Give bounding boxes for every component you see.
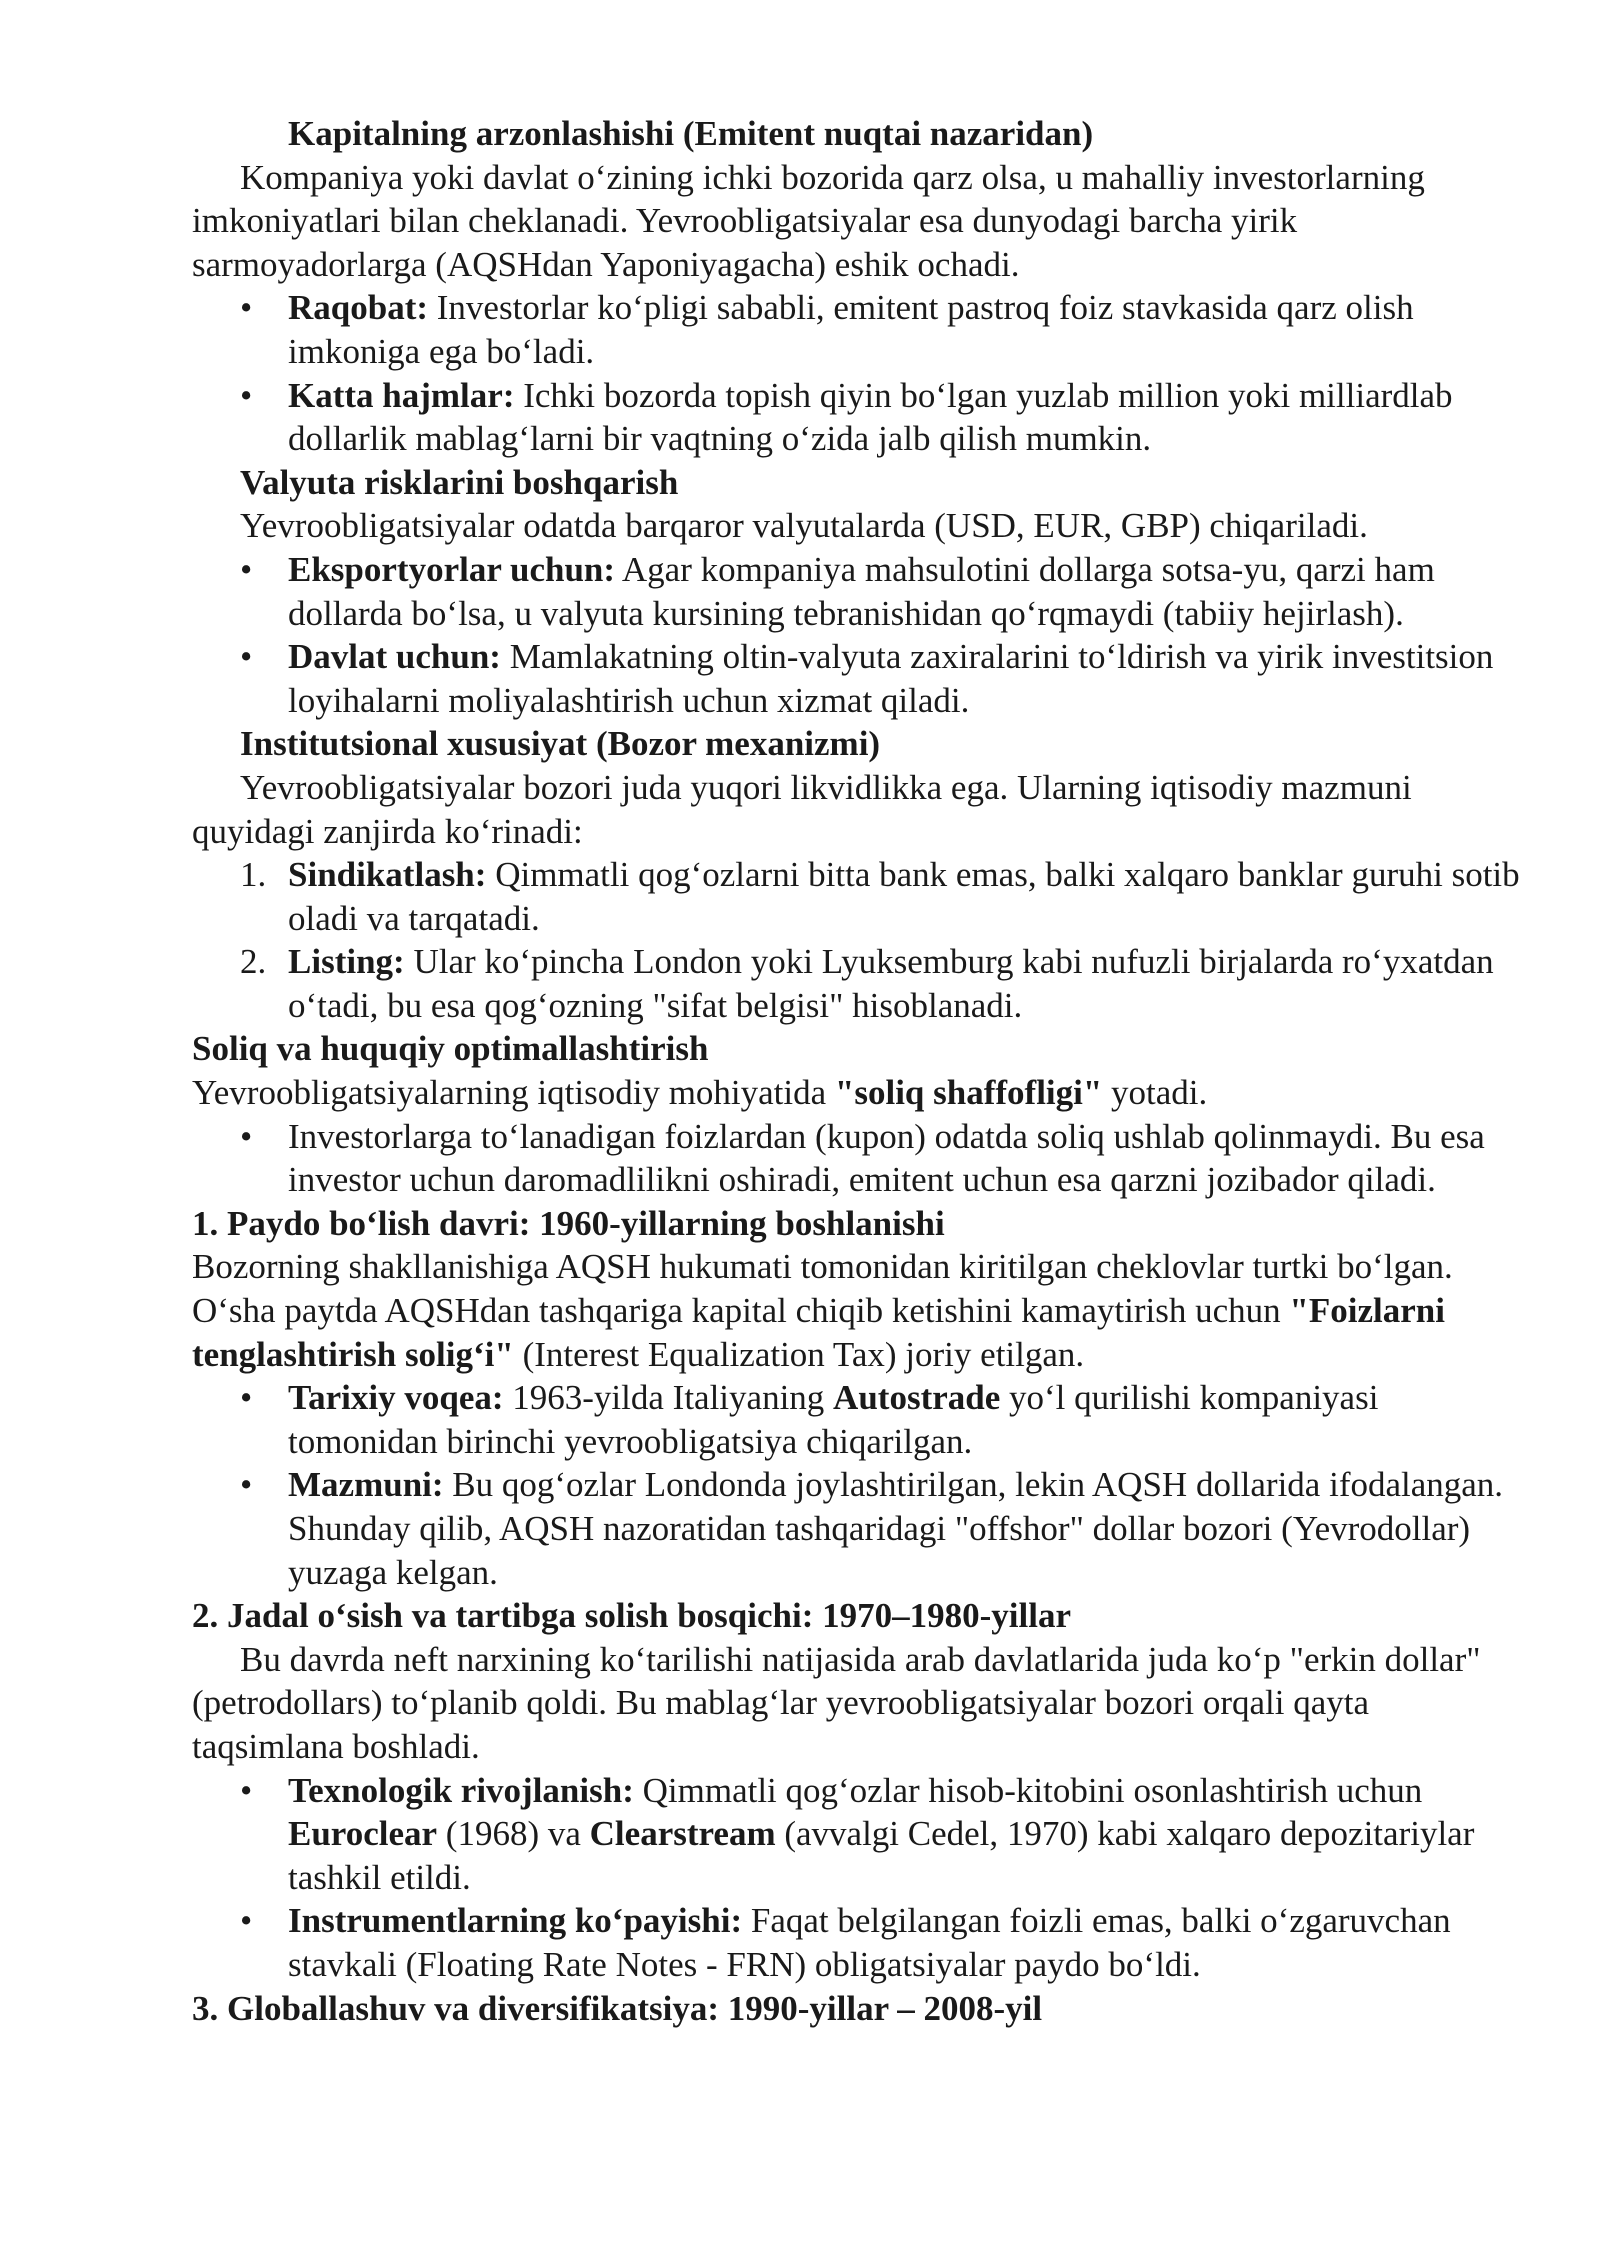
section-heading: 1. Paydo bo‘lish davri: 1960-yillarning boshlanishi bbox=[192, 1203, 945, 1243]
section-heading: 3. Globallashuv va diversifikatsiya: 1990-yillar – 2008-yil bbox=[192, 1988, 1043, 2028]
bullet-icon: • bbox=[240, 637, 253, 677]
intro-text: yotadi. bbox=[1102, 1073, 1208, 1113]
list-item bbox=[192, 548, 1522, 635]
bullet-icon: • bbox=[240, 1116, 253, 1156]
item-lead: Sindikatlash: bbox=[288, 855, 487, 895]
intro-text: Bozorning shakllanishiga AQSH hukumati tomonidan kiritilgan cheklovlar turtki bo‘lgan. O‘sha paytda AQSHdan tashqariga kapital chiqib ketishini kamaytirish uchun bbox=[192, 1247, 1453, 1331]
item-lead: Listing: bbox=[288, 942, 405, 982]
item-text: Bu qog‘ozlar Londonda joylashtirilgan, lekin AQSH dollarida ifodalangan. Shunday qilib, AQSH nazoratidan tashqaridagi "offshor" dollar bozori (Yevrodollar) yuzaga kelgan. bbox=[288, 1465, 1504, 1592]
item-text: (avvalgi Cedel, 1970) kabi xalqaro depozitariylar tashkil etildi. bbox=[288, 1814, 1475, 1897]
numbered-item bbox=[192, 853, 1522, 940]
intro-bold: "soliq shaffofligi" bbox=[834, 1073, 1103, 1113]
item-lead: Texnologik rivojlanish: bbox=[288, 1770, 634, 1810]
item-text: 1963-yilda Italiyaning bbox=[503, 1378, 834, 1418]
item-text: yo‘l qurilishi kompaniyasi tomonidan birinchi yevroobligatsiya chiqarilgan. bbox=[288, 1378, 1379, 1461]
section-heading: Institutsional xususiyat (Bozor mexanizmi) bbox=[240, 724, 881, 764]
intro-text: Yevroobligatsiyalarning iqtisodiy mohiyatida bbox=[192, 1073, 835, 1113]
item-text: (1968) va bbox=[437, 1814, 590, 1854]
item-text: Mamlakatning oltin-valyuta zaxiralarini to‘ldirish va yirik investitsion loyihalarni moliyalashtirish uchun xizmat qiladi. bbox=[288, 637, 1494, 720]
bullet-icon: • bbox=[240, 1378, 253, 1418]
item-lead: Raqobat: bbox=[288, 288, 429, 328]
item-text: Ichki bozorda topish qiyin bo‘lgan yuzlab million yoki milliardlab dollarlik mablag‘larni bir vaqtning o‘zida jalb qilish mumkin. bbox=[288, 375, 1453, 459]
item-lead: Tarixiy voqea: bbox=[288, 1378, 504, 1418]
list-item bbox=[192, 1376, 1522, 1463]
list-item bbox=[192, 286, 1522, 373]
item-number: 1. bbox=[240, 855, 267, 895]
section-intro: Yevroobligatsiyalar bozori juda yuqori likvidlikka ega. Ularning iqtisodiy mazmuni quyidagi zanjirda ko‘rinadi: bbox=[192, 767, 1412, 851]
list-item bbox=[192, 1115, 1522, 1202]
section-heading: Kapitalning arzonlashishi (Emitent nuqtai nazaridan) bbox=[288, 114, 1094, 153]
item-bold: Euroclear bbox=[288, 1814, 438, 1854]
item-text: Investorlarga to‘lanadigan foizlardan (kupon) odatda soliq ushlab qolinmaydi. Bu esa investor uchun daromadlilikni oshiradi, emitent uchun esa qarzni jozibador qiladi. bbox=[288, 1116, 1485, 1200]
item-bold: Clearstream bbox=[589, 1814, 776, 1854]
bullet-icon: • bbox=[240, 549, 253, 589]
section-intro: Yevroobligatsiyalar odatda barqaror valyutalarda (USD, EUR, GBP) chiqariladi. bbox=[240, 506, 1368, 546]
section-heading: Soliq va huquqiy optimallashtirish bbox=[192, 1029, 709, 1069]
item-lead: Mazmuni: bbox=[288, 1465, 444, 1505]
item-lead: Davlat uchun: bbox=[288, 637, 501, 677]
item-text: Ular ko‘pincha London yoki Lyuksemburg kabi nufuzli birjalarda ro‘yxatdan o‘tadi, bu esa qog‘ozning "sifat belgisi" hisoblanadi. bbox=[288, 942, 1494, 1025]
item-lead: Instrumentlarning ko‘payishi: bbox=[288, 1901, 743, 1941]
item-text: Faqat belgilangan foizli emas, balki o‘zgaruvchan stavkali (Floating Rate Notes - FRN) obligatsiyalar paydo bo‘ldi. bbox=[288, 1901, 1451, 1984]
numbered-item bbox=[192, 940, 1522, 1027]
list-item bbox=[192, 1899, 1522, 1986]
section-heading: 2. Jadal o‘sish va tartibga solish bosqichi: 1970–1980-yillar bbox=[192, 1596, 1071, 1636]
bullet-icon: • bbox=[240, 375, 253, 415]
item-number: 2. bbox=[240, 942, 267, 982]
item-text: Agar kompaniya mahsulotini dollarga sotsa-yu, qarzi ham dollarda bo‘lsa, u valyuta kursining tebranishidan qo‘rqmaydi (tabiiy hejirlash). bbox=[288, 549, 1435, 633]
item-text: Investorlar ko‘pligi sababli, emitent pastroq foiz stavkasida qarz olish imkoniga ega bo‘ladi. bbox=[288, 288, 1414, 371]
section-intro: Kompaniya yoki davlat o‘zining ichki bozorida qarz olsa, u mahalliy investorlarning imkoniyatlari bilan cheklanadi. Yevroobligatsiyalar esa dunyodagi barcha yirik sarmoyadorlarga (AQSHdan Yaponiyagacha) eshik ochadi. bbox=[192, 157, 1425, 284]
intro-text: (Interest Equalization Tax) joriy etilgan. bbox=[513, 1334, 1085, 1374]
item-bold: Autostrade bbox=[833, 1378, 1001, 1418]
section-intro bbox=[192, 1245, 1522, 1376]
section-intro bbox=[192, 1071, 1522, 1115]
document-page bbox=[192, 112, 1522, 2030]
item-lead: Katta hajmlar: bbox=[288, 375, 515, 415]
item-text: Qimmatli qog‘ozlar hisob-kitobini osonlashtirish uchun bbox=[633, 1770, 1423, 1810]
item-lead: Eksportyorlar uchun: bbox=[288, 549, 616, 589]
item-text: Qimmatli qog‘ozlarni bitta bank emas, balki xalqaro banklar guruhi sotib oladi va tarqatadi. bbox=[288, 855, 1520, 938]
list-item bbox=[192, 1463, 1522, 1594]
section-heading: Valyuta risklarini boshqarish bbox=[240, 462, 679, 502]
bullet-icon: • bbox=[240, 1465, 253, 1505]
intro-bold: "Foizlarni tenglashtirish solig‘i" bbox=[192, 1291, 1445, 1374]
bullet-icon: • bbox=[240, 1770, 253, 1810]
section-intro: Bu davrda neft narxining ko‘tarilishi natijasida arab davlatlarida juda ko‘p "erkin dollar" (petrodollars) to‘planib qoldi. Bu mablag‘lar yevroobligatsiyalar bozori orqali qayta taqsimlana boshladi. bbox=[192, 1639, 1481, 1766]
list-item bbox=[192, 1769, 1522, 1900]
list-item bbox=[192, 635, 1522, 722]
bullet-icon: • bbox=[240, 1901, 253, 1941]
bullet-icon: • bbox=[240, 288, 253, 328]
list-item bbox=[192, 374, 1522, 461]
